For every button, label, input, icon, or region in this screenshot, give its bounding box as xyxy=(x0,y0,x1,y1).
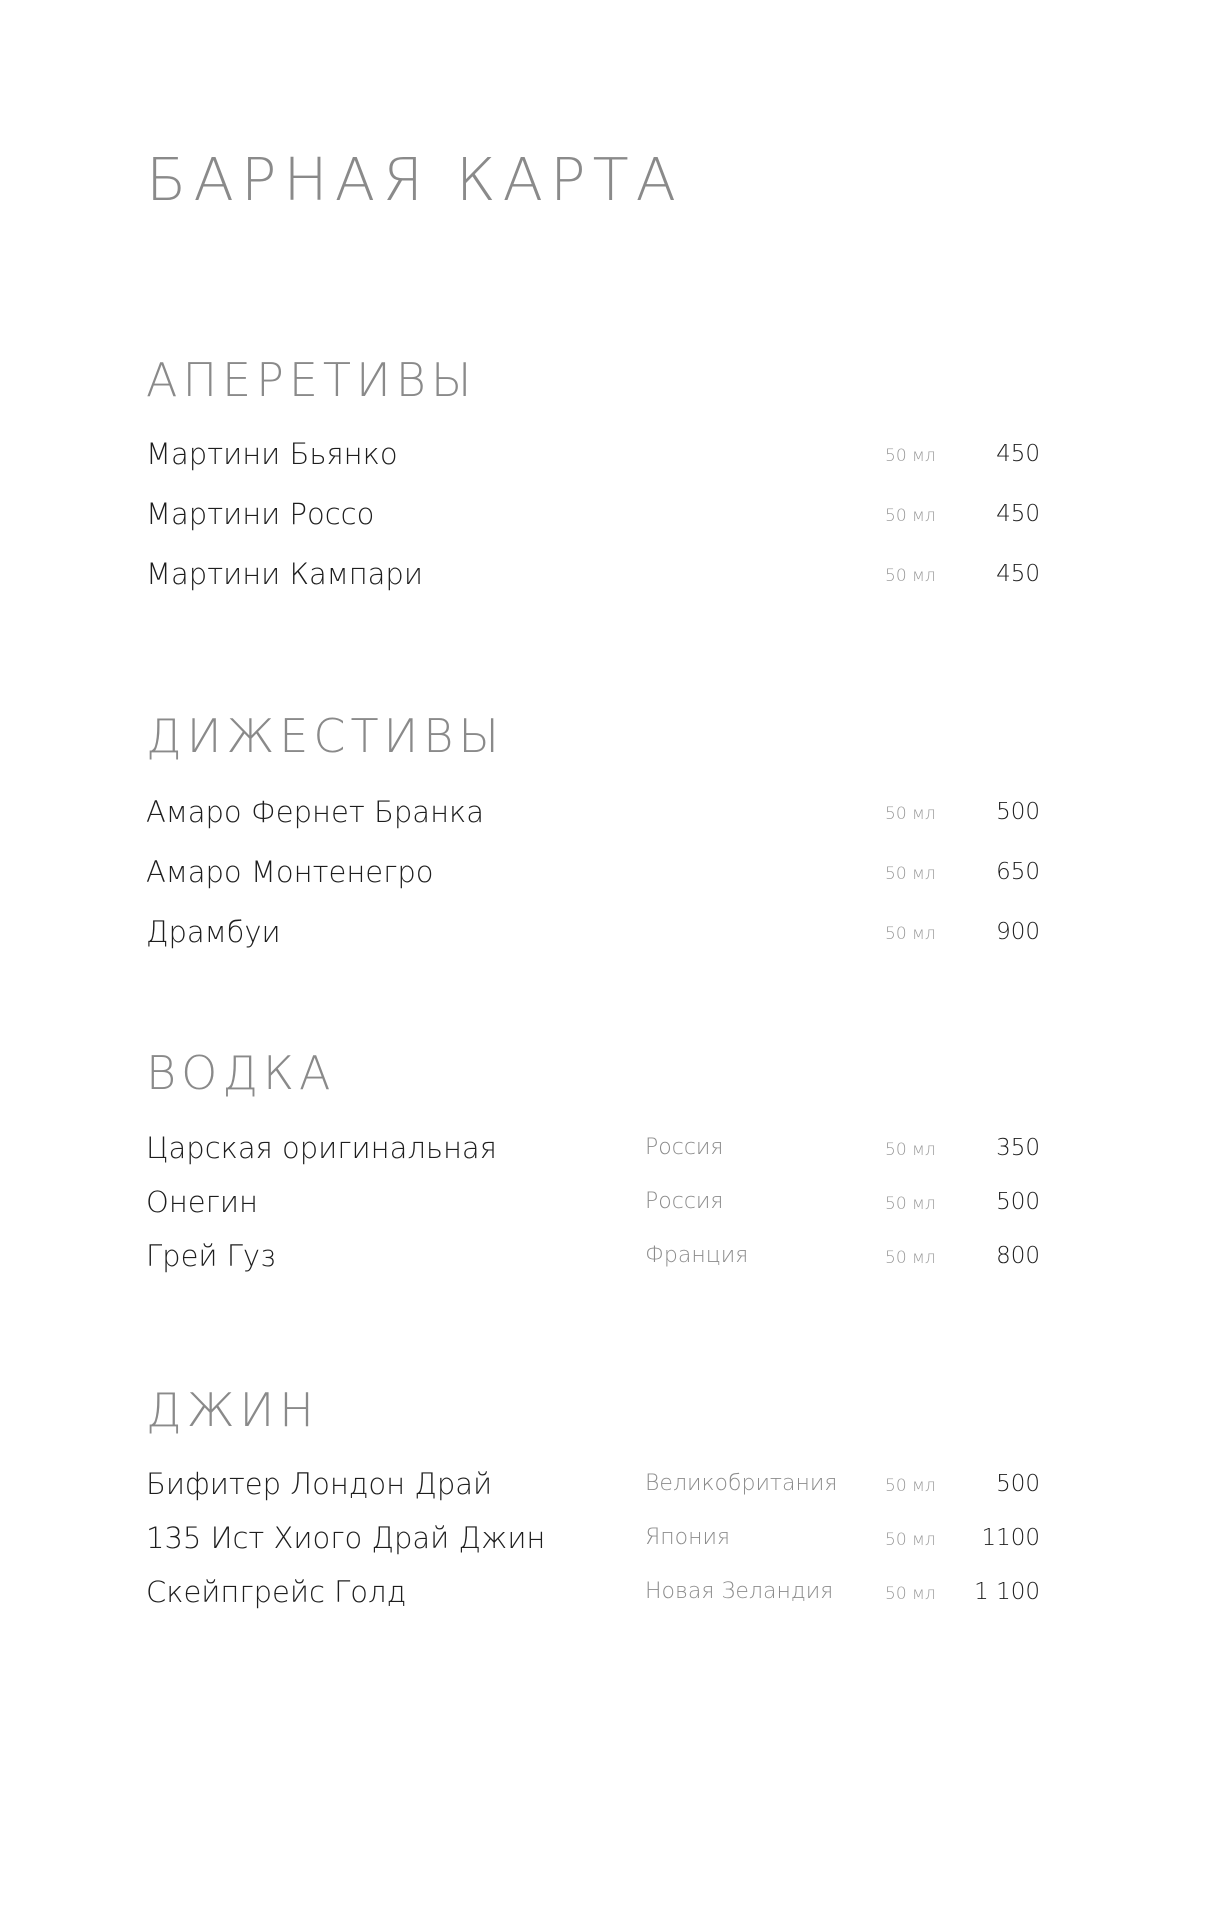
item-name: Онегин xyxy=(146,1185,258,1219)
menu-item-row xyxy=(0,1462,1212,1506)
item-name: Мартини Кампари xyxy=(146,557,423,591)
menu-item-row xyxy=(0,1516,1212,1560)
item-volume: 50 мл xyxy=(885,864,936,884)
item-country: Россия xyxy=(645,1189,724,1214)
item-volume: 50 мл xyxy=(885,1140,936,1160)
menu-item-row xyxy=(0,1126,1212,1170)
item-name: Мартини Россо xyxy=(146,497,375,531)
item-volume: 50 мл xyxy=(885,1476,936,1496)
item-name: Бифитер Лондон Драй xyxy=(146,1467,493,1501)
item-country: Новая Зеландия xyxy=(645,1579,834,1604)
item-volume: 50 мл xyxy=(885,1584,936,1604)
item-price: 1 100 xyxy=(974,1579,1040,1605)
item-name: Царская оригинальная xyxy=(146,1131,497,1165)
item-price: 650 xyxy=(996,859,1040,885)
item-price: 900 xyxy=(996,919,1040,945)
menu-item-row xyxy=(0,432,1212,476)
item-price: 800 xyxy=(996,1243,1040,1269)
section-heading: ВОДКА xyxy=(146,1046,336,1100)
section-heading: ДЖИН xyxy=(146,1383,319,1437)
item-volume: 50 мл xyxy=(885,446,936,466)
menu-item-row xyxy=(0,1570,1212,1614)
item-price: 500 xyxy=(996,799,1040,825)
menu-item-row xyxy=(0,910,1212,954)
item-volume: 50 мл xyxy=(885,506,936,526)
item-country: Франция xyxy=(645,1243,749,1268)
menu-item-row xyxy=(0,1234,1212,1278)
item-name: Амаро Фернет Бранка xyxy=(146,795,485,829)
section-heading: АПЕРЕТИВЫ xyxy=(146,353,477,407)
item-price: 450 xyxy=(996,441,1040,467)
item-name: Амаро Монтенегро xyxy=(146,855,434,889)
menu-item-row xyxy=(0,552,1212,596)
section-heading: ДИЖЕСТИВЫ xyxy=(146,709,504,763)
item-name: 135 Ист Хиого Драй Джин xyxy=(146,1521,546,1555)
menu-item-row xyxy=(0,790,1212,834)
page-title: БАРНАЯ КАРТА xyxy=(146,145,683,214)
item-price: 450 xyxy=(996,501,1040,527)
item-price: 500 xyxy=(996,1189,1040,1215)
item-price: 1100 xyxy=(981,1525,1040,1551)
item-name: Драмбуи xyxy=(146,915,281,949)
item-price: 500 xyxy=(996,1471,1040,1497)
item-country: Япония xyxy=(645,1525,731,1550)
item-name: Мартини Бьянко xyxy=(146,437,398,471)
menu-item-row xyxy=(0,492,1212,536)
item-volume: 50 мл xyxy=(885,804,936,824)
item-country: Россия xyxy=(645,1135,724,1160)
item-name: Скейпгрейс Голд xyxy=(146,1575,407,1609)
item-price: 350 xyxy=(996,1135,1040,1161)
item-volume: 50 мл xyxy=(885,1248,936,1268)
item-volume: 50 мл xyxy=(885,1530,936,1550)
item-country: Великобритания xyxy=(645,1471,838,1496)
menu-item-row xyxy=(0,1180,1212,1224)
menu-item-row xyxy=(0,850,1212,894)
item-volume: 50 мл xyxy=(885,1194,936,1214)
item-price: 450 xyxy=(996,561,1040,587)
item-volume: 50 мл xyxy=(885,566,936,586)
item-volume: 50 мл xyxy=(885,924,936,944)
item-name: Грей Гуз xyxy=(146,1239,276,1273)
